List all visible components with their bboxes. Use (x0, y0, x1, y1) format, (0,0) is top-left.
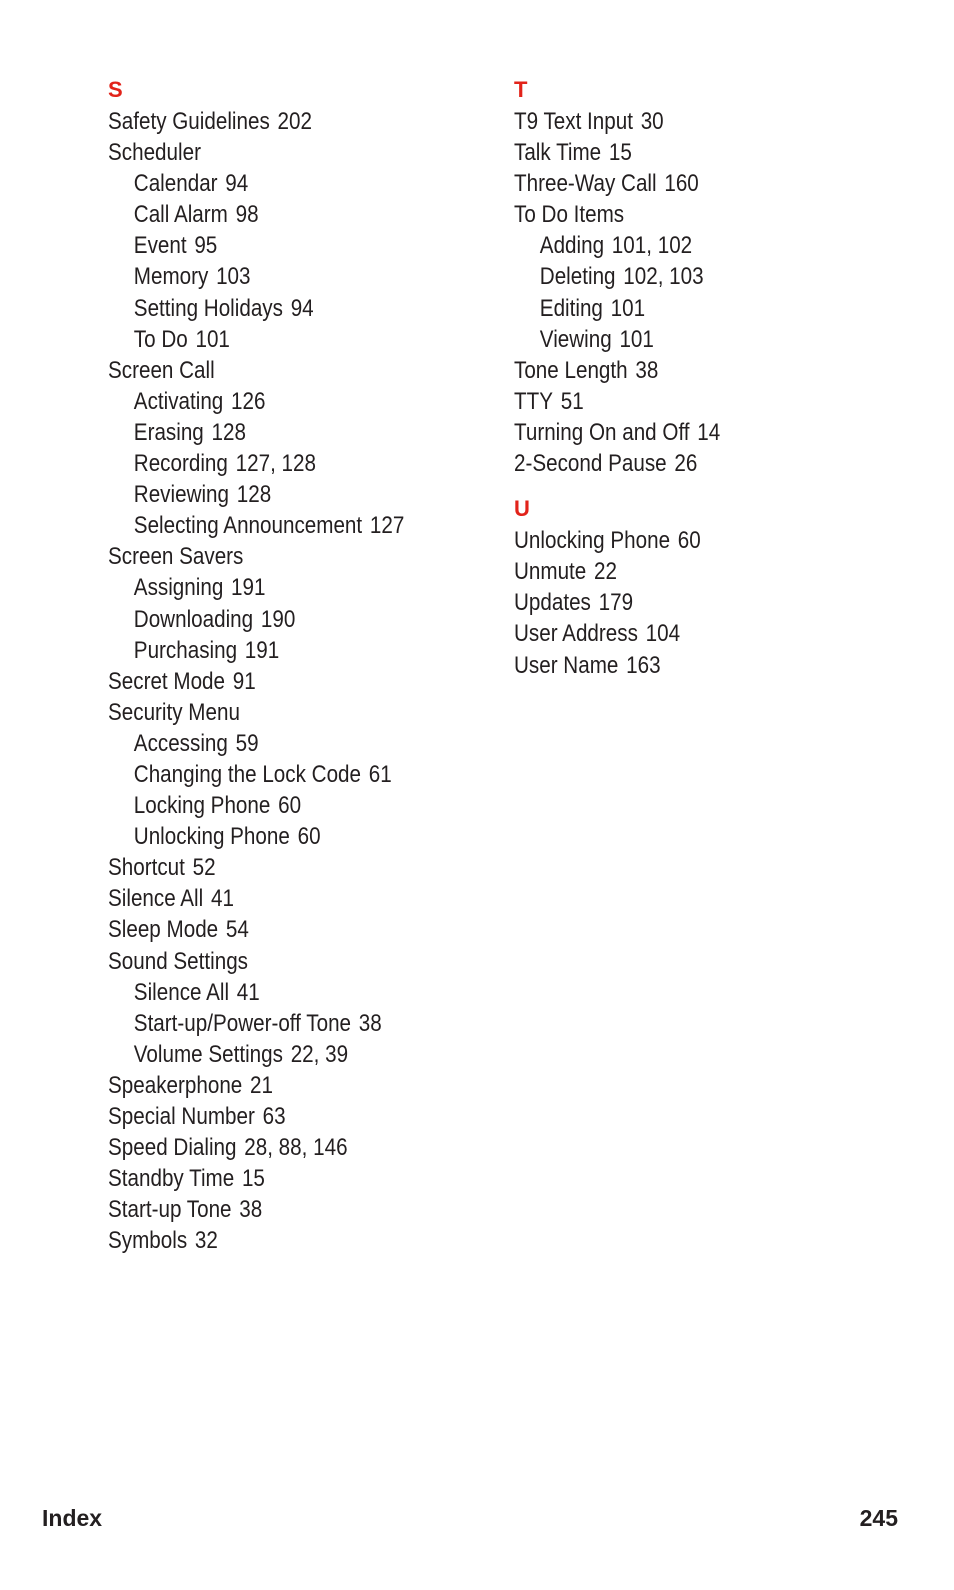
index-subentry (108, 479, 435, 510)
entry-page-numbers: 127, 128 (235, 450, 316, 478)
index-subentry (514, 230, 841, 261)
entry-page-numbers: 21 (250, 1071, 273, 1099)
index-subentry (108, 977, 435, 1008)
index-entry (108, 355, 435, 386)
index-section-s (108, 76, 488, 1256)
entry-term: TTY (514, 387, 553, 415)
footer-section-title: Index (42, 1505, 103, 1531)
index-entry (108, 1132, 435, 1163)
entry-page-numbers: 60 (278, 792, 302, 820)
entry-page-numbers: 22 (594, 558, 617, 586)
entry-page-numbers: 179 (598, 589, 634, 617)
index-subentry (108, 448, 435, 479)
entry-term: Unlocking Phone (133, 823, 290, 851)
entry-page-numbers: 61 (368, 760, 392, 788)
entry-page-numbers: 22, 39 (290, 1040, 349, 1068)
index-entry (514, 556, 841, 587)
index-column-right (514, 76, 894, 681)
index-entry (108, 106, 435, 137)
entry-term: To Do Items (514, 201, 625, 229)
entry-page-numbers: 104 (645, 620, 681, 648)
entry-page-numbers: 63 (262, 1103, 286, 1130)
entry-page-numbers: 28, 88, 146 (244, 1134, 348, 1162)
entry-term: Sleep Mode (108, 916, 219, 944)
entry-term: Reviewing (133, 481, 230, 509)
entry-page-numbers: 15 (608, 139, 632, 167)
index-subentry (514, 293, 841, 324)
entry-term: Accessing (133, 729, 228, 757)
entry-page-numbers: 41 (210, 885, 234, 913)
index-subentry (108, 728, 435, 759)
entry-page-numbers: 51 (560, 387, 584, 415)
index-entry (514, 199, 841, 230)
entry-page-numbers: 59 (235, 729, 259, 757)
entry-term: Scheduler (108, 139, 201, 167)
entry-page-numbers: 95 (194, 232, 218, 260)
entry-page-numbers: 191 (244, 636, 280, 664)
index-subentry (108, 261, 435, 292)
entry-term: Erasing (133, 418, 204, 446)
index-entry (514, 618, 841, 649)
index-entry (108, 1101, 435, 1132)
entry-page-numbers: 60 (677, 527, 701, 555)
entry-term: Purchasing (133, 636, 238, 664)
index-subentry (514, 324, 841, 355)
entry-term: Symbols (108, 1227, 188, 1255)
entry-term: Setting Holidays (133, 294, 283, 322)
entry-term: Call Alarm (133, 201, 228, 229)
entry-term: Screen Call (108, 356, 215, 384)
index-subentry (514, 261, 841, 292)
index-subentry (108, 604, 435, 635)
index-subentry (108, 168, 435, 199)
index-subentry (108, 230, 435, 261)
section-letter-heading: S (108, 77, 123, 102)
entry-page-numbers: 41 (236, 978, 260, 1006)
entry-term: Volume Settings (133, 1040, 283, 1068)
entry-page-numbers: 101 (610, 294, 646, 322)
entry-term: Tone Length (514, 356, 628, 384)
index-entry (108, 1070, 435, 1101)
index-entry (514, 525, 841, 556)
entry-term: Downloading (133, 605, 254, 633)
entry-term: Event (133, 232, 187, 260)
index-subentry (108, 572, 435, 603)
entry-term: Speed Dialing (108, 1134, 237, 1162)
index-subentry (108, 510, 435, 541)
entry-page-numbers: 128 (211, 418, 246, 446)
entry-page-numbers: 101 (619, 325, 654, 353)
entry-page-numbers: 38 (635, 356, 659, 384)
index-entry (514, 386, 841, 417)
entry-page-numbers: 103 (216, 263, 251, 291)
entry-term: Adding (539, 232, 605, 260)
entry-term: Secret Mode (108, 667, 226, 695)
entry-term: To Do (133, 325, 188, 353)
entry-term: Turning On and Off (514, 418, 690, 446)
entry-term: Calendar (133, 170, 218, 198)
entry-page-numbers: 15 (241, 1165, 265, 1193)
entry-page-numbers: 26 (674, 450, 698, 478)
index-subentry (108, 759, 435, 790)
entry-term: Screen Savers (108, 543, 244, 571)
entry-page-numbers: 60 (297, 823, 321, 851)
index-entry (108, 1163, 435, 1194)
section-letter-heading: U (514, 496, 530, 522)
footer-page-number: 245 (859, 1505, 898, 1531)
entry-term: Updates (514, 589, 591, 617)
entry-term: Locking Phone (133, 792, 271, 820)
index-entry (108, 914, 435, 945)
entry-page-numbers: 126 (231, 387, 266, 415)
entry-term: Safety Guidelines (108, 108, 270, 135)
entry-term: 2-Second Pause (514, 450, 667, 478)
index-entry (514, 106, 841, 137)
entry-term: Shortcut (108, 854, 185, 882)
entry-page-numbers: 32 (194, 1227, 218, 1255)
index-entry (108, 946, 435, 977)
index-entry (108, 852, 435, 883)
entry-term: Silence All (133, 978, 230, 1006)
index-entry (514, 168, 841, 199)
entry-term: Unmute (514, 558, 587, 586)
entry-page-numbers: 127 (369, 512, 405, 540)
index-entry (514, 587, 841, 618)
entry-term: Changing the Lock Code (133, 760, 362, 788)
entry-page-numbers: 191 (231, 574, 266, 602)
entry-page-numbers: 94 (290, 294, 314, 322)
index-entry (514, 448, 841, 479)
entry-term: T9 Text Input (514, 108, 633, 135)
entry-term: Editing (539, 294, 603, 322)
entry-term: User Name (514, 651, 619, 679)
index-entry (108, 137, 435, 168)
entry-term: Unlocking Phone (514, 527, 671, 555)
index-entry (108, 883, 435, 914)
entry-page-numbers: 30 (640, 108, 664, 135)
index-subentry (108, 324, 435, 355)
index-entry (514, 355, 841, 386)
entry-term: User Address (514, 620, 638, 648)
index-subentry (108, 293, 435, 324)
entry-page-numbers: 128 (236, 481, 272, 509)
entry-term: Standby Time (108, 1165, 235, 1193)
entry-term: Talk Time (514, 139, 602, 167)
entry-page-numbers: 102, 103 (623, 263, 704, 291)
index-subentry (108, 821, 435, 852)
index-entry (108, 697, 435, 728)
entry-term: Three-Way Call (514, 170, 657, 198)
index-entry (514, 650, 841, 681)
entry-page-numbers: 101, 102 (611, 232, 693, 260)
index-entry (108, 666, 435, 697)
entry-page-numbers: 101 (195, 325, 230, 353)
index-subentry (108, 635, 435, 666)
index-subentry (108, 1039, 435, 1070)
entry-page-numbers: 163 (626, 651, 661, 679)
index-entry (108, 1225, 435, 1256)
entry-term: Memory (133, 263, 209, 291)
index-section-t (514, 76, 894, 479)
index-entry (108, 1194, 435, 1225)
entry-term: Viewing (539, 325, 612, 353)
entry-page-numbers: 98 (235, 201, 259, 229)
entry-term: Speakerphone (108, 1071, 243, 1099)
index-subentry (108, 1008, 435, 1039)
entry-term: Recording (133, 450, 228, 478)
section-letter-heading: T (514, 77, 528, 102)
entry-term: Deleting (539, 263, 616, 291)
entry-term: Selecting Announcement (133, 512, 363, 540)
entry-page-numbers: 54 (225, 916, 249, 944)
entry-page-numbers: 52 (192, 854, 216, 882)
index-subentry (108, 386, 435, 417)
entry-page-numbers: 38 (358, 1009, 382, 1037)
index-subentry (108, 199, 435, 230)
entry-page-numbers: 14 (697, 418, 721, 446)
entry-term: Start-up/Power-off Tone (133, 1009, 352, 1037)
entry-page-numbers: 94 (225, 170, 249, 198)
index-subentry (108, 417, 435, 448)
entry-page-numbers: 91 (232, 667, 256, 695)
index-entry (514, 417, 841, 448)
entry-page-numbers: 202 (277, 108, 312, 135)
index-subentry (108, 790, 435, 821)
index-column-left (108, 76, 488, 1256)
entry-term: Security Menu (108, 698, 240, 726)
entry-page-numbers: 160 (664, 170, 699, 198)
entry-term: Assigning (133, 574, 224, 602)
index-section-u (514, 495, 894, 680)
entry-term: Sound Settings (108, 947, 249, 975)
index-entry (514, 137, 841, 168)
index-entry (108, 541, 435, 572)
entry-term: Start-up Tone (108, 1196, 232, 1224)
entry-term: Activating (133, 387, 224, 415)
entry-page-numbers: 190 (260, 605, 296, 633)
entry-term: Silence All (108, 885, 204, 913)
entry-page-numbers: 38 (239, 1196, 263, 1224)
entry-term: Special Number (108, 1103, 255, 1130)
